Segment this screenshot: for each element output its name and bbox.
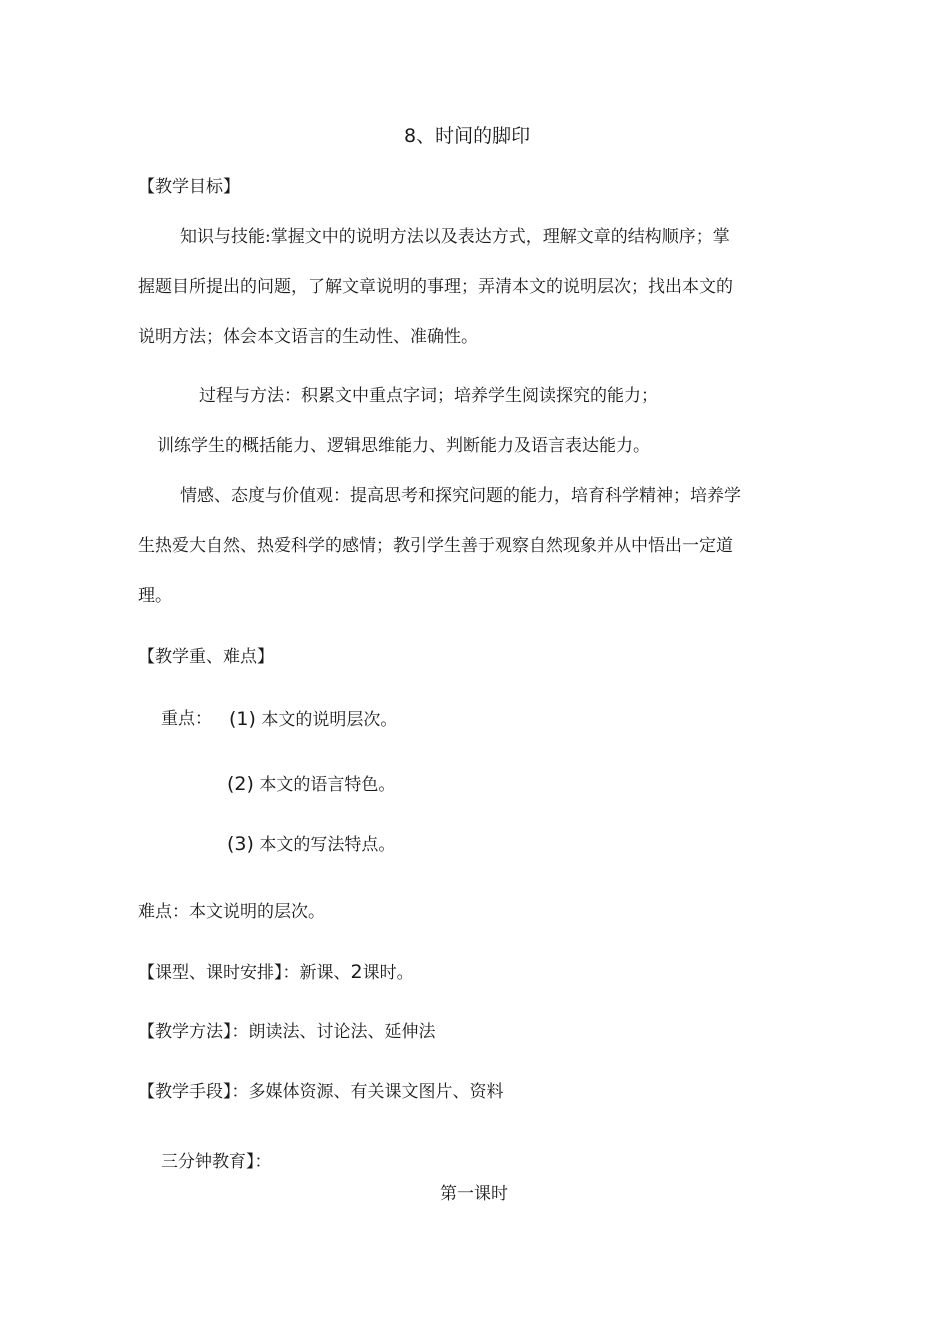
- arrangement-line: [138, 960, 414, 985]
- emotion-line-2: 生热爱大自然、热爱科学的感情；教引学生善于观察自然现象并从中悟出一定道: [138, 536, 733, 556]
- arrangement-num: 2: [350, 961, 363, 983]
- key-point-1: [229, 707, 397, 732]
- three-minute-line: 三分钟教育】：: [161, 1152, 272, 1172]
- key-point-3-text: 本文的写法特点。: [259, 835, 396, 855]
- key-point-2-num: (2): [227, 773, 254, 795]
- arrangement-label: 【课型、课时安排】：新课、: [138, 963, 351, 983]
- process-line-2: 训练学生的概括能力、逻辑思维能力、判断能力及语言表达能力。: [157, 436, 650, 456]
- knowledge-line-1: 知识与技能:掌握文中的说明方法以及表达方式，理解文章的结构顺序；掌: [180, 227, 730, 247]
- key-point-3: [227, 832, 395, 857]
- key-point-1-num: (1): [229, 708, 256, 730]
- means-line: 【教学手段】：多媒体资源、有关课文图片、资料: [138, 1082, 504, 1102]
- objectives-heading: 【教学目标】: [138, 177, 240, 197]
- emotion-line-3: 理。: [138, 586, 172, 606]
- method-line: 【教学方法】：朗读法、讨论法、延伸法: [138, 1022, 436, 1042]
- key-point-2-text: 本文的语言特色。: [259, 775, 396, 795]
- process-line-1: 过程与方法：积累文中重点字词；培养学生阅读探究的能力；: [199, 386, 658, 406]
- difficulty-line: 难点：本文说明的层次。: [138, 902, 325, 922]
- knowledge-line-3: 说明方法；体会本文语言的生动性、准确性。: [138, 327, 478, 347]
- key-point-3-num: (3): [227, 833, 254, 855]
- key-point-1-text: 本文的说明层次。: [261, 710, 398, 730]
- knowledge-line-2: 握题目所提出的问题，了解文章说明的事理；弄清本文的说明层次；找出本文的: [138, 277, 733, 297]
- arrangement-rest: 课时。: [362, 963, 414, 983]
- emotion-line-1: 情感、态度与价值观：提高思考和探究问题的能力，培育科学精神；培养学: [180, 486, 741, 506]
- first-lesson-heading: 第一课时: [440, 1184, 508, 1204]
- key-point-label: 重点：: [161, 709, 212, 729]
- key-points-heading: 【教学重、难点】: [138, 647, 274, 667]
- document-title: 8、时间的脚印: [404, 125, 531, 147]
- key-point-2: [227, 772, 395, 797]
